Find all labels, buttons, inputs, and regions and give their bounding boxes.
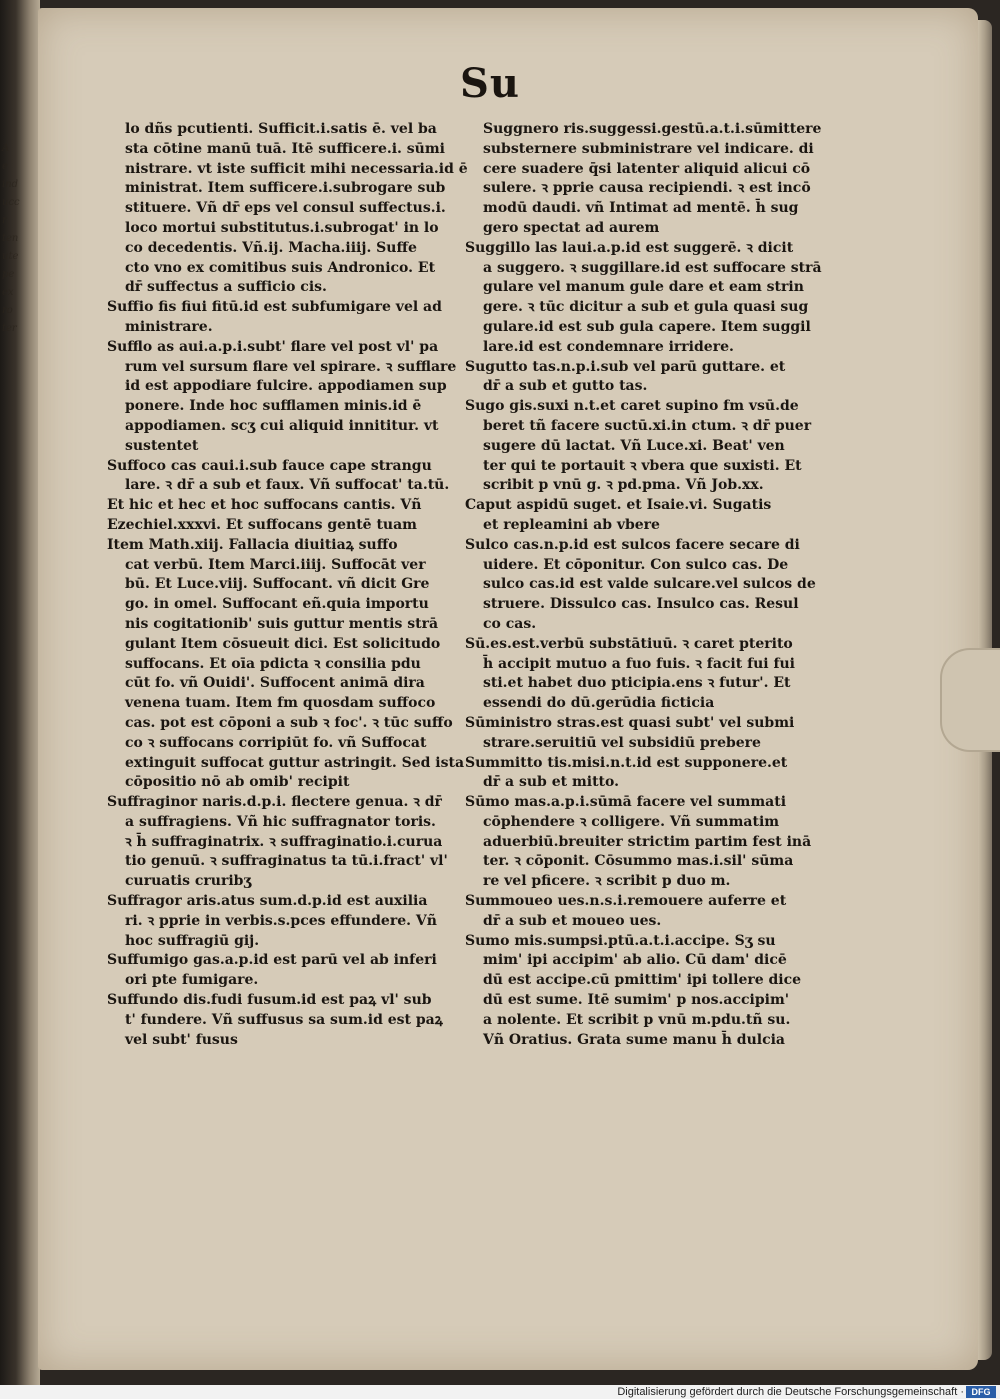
text-line: Suffio fis fiui fitū.id est subfumigare vel ad: [107, 299, 442, 316]
text-line: Sumo mis.sumpsi.ptū.a.t.i.accipe. Sʒ su: [465, 932, 776, 949]
page-header: Su: [460, 60, 520, 107]
text-line: stituere. Vñ dr̄ eps vel consul suffectus.i.: [125, 200, 446, 217]
text-line: Sūmo mas.a.p.i.sūmā facere vel summati: [465, 794, 787, 811]
text-line: dr̄ suffectus a sufficio cis.: [125, 279, 327, 296]
text-line: ter qui te portauit ꝛ vbera que suxisti. Et: [483, 457, 802, 474]
text-line: appodiamen. scʒ cui aliquid innititur. vt: [125, 417, 439, 434]
text-line: gere. ꝛ tūc dicitur a sub et gula quasi sug: [483, 299, 809, 316]
text-line: sulco cas.id est valde sulcare.vel sulcos de: [483, 576, 816, 593]
text-line: venena tuam. Item fm quosdam suffoco: [125, 695, 436, 712]
margin-note: ind: [2, 179, 19, 190]
text-line: Suffoco cas caui.i.sub fauce cape strangu: [107, 457, 432, 474]
text-line: Suffumigo gas.a.p.id est parū vel ab inferi: [107, 952, 437, 969]
text-line: Ezechiel.xxxvi. Et suffocans gentē tuam: [107, 516, 417, 533]
text-line: ori pte fumigare.: [125, 972, 259, 989]
text-line: ter. ꝛ cōponit. Cōsummo mas.i.sil' sūma: [483, 853, 794, 870]
text-line: Summitto tis.misi.n.t.id est supponere.et: [465, 754, 788, 771]
text-line: cōphendere ꝛ colligere. Vñ summatim: [483, 813, 780, 830]
text-line: Suffundo dis.fudi fusum.id est paꝝ vl' sub: [107, 992, 432, 1009]
text-line: lare. ꝛ dr̄ a sub et faux. Vñ suffocat' ta.tū.: [125, 477, 450, 494]
text-line: co cas.: [483, 615, 537, 632]
text-line: beret tñ facere suctū.xi.in ctum. ꝛ dr̄ puer: [483, 417, 812, 434]
text-line: lo dñs pcutienti. Sufficit.i.satis ē. vel ba: [125, 121, 437, 137]
text-line: nistrare. vt iste sufficit mihi necessaria.id ē: [125, 160, 468, 177]
text-line: ministrare.: [125, 318, 213, 335]
text-line: mim' ipi accipim' ab alio. Cū dam' dicē: [483, 952, 787, 969]
text-line: strare.seruitiū vel subsidiū prebere: [483, 734, 761, 751]
digitization-footer: [0, 1385, 1000, 1399]
text-line: a suffragiens. Vñ hic suffragnator toris.: [125, 813, 436, 830]
text-line: essendi do dū.gerūdia ficticia: [483, 695, 715, 712]
margin-notes: [2, 140, 32, 338]
margin-note: pe: [2, 269, 15, 280]
text-line: dr̄ a sub et gutto tas.: [483, 378, 648, 395]
text-line: dr̄ a sub et mitto.: [483, 774, 619, 791]
text-line: gulare.id est sub gula capere. Item suggil: [483, 318, 811, 335]
margin-note: ro: [2, 305, 13, 316]
text-line: ri. ꝛ pprie in verbis.s.pces effundere. Vñ: [125, 912, 437, 929]
text-line: ꝛ h̄ suffraginatrix. ꝛ suffraginatio.i.curua: [125, 833, 443, 850]
text-line: id est appodiare fulcire. appodiamen sup: [125, 378, 447, 395]
text-line: scribit p vnū g. ꝛ pd.pma. Vñ Job.xx.: [483, 477, 764, 494]
text-line: h̄ accipit mutuo a fuo fuis. ꝛ facit fui fui: [483, 655, 795, 672]
text-line: rum vel sursum flare vel spirare. ꝛ sufflare: [125, 358, 457, 375]
margin-note: ucc: [2, 197, 20, 208]
text-line: Suggillo las laui.a.p.id est suggerē. ꝛ dicit: [465, 239, 794, 256]
text-line: loco mortui substitutus.i.subrogat' in lo: [125, 219, 439, 236]
text-line: Item Math.xiij. Fallacia diuitiaꝝ suffo: [107, 536, 398, 553]
text-line: Sugutto tas.n.p.i.sub vel parū guttare. et: [465, 358, 786, 375]
text-line: Et hic et hec et hoc suffocans cantis. Vñ: [107, 497, 422, 514]
text-line: Suffraginor naris.d.p.i. flectere genua. ꝛ dr̄: [107, 794, 442, 811]
text-line: et repleamini ab vbere: [483, 516, 660, 533]
text-line: sta cōtine manū tuā. Itē sufficere.i. sūmi: [125, 140, 445, 157]
text-line: Summoueo ues.n.s.i.remouere auferre et: [465, 893, 787, 910]
text-line: hoc suffragiū gij.: [125, 932, 260, 949]
text-line: Suggnero ris.suggessi.gestū.a.t.i.sūmittere: [483, 121, 822, 137]
text-line: gulare vel manum gule dare et eam strin: [483, 279, 804, 296]
page-clip: [940, 648, 1000, 752]
text-line: cūt fo. vñ Ouidi'. Suffocent animā dira: [125, 675, 425, 692]
text-line: Caput aspidū suget. et Isaie.vi. Sugatis: [465, 497, 772, 514]
margin-note: ten: [2, 233, 19, 244]
text-line: tio genuū. ꝛ suffraginatus ta tū.i.fract' vl': [125, 853, 448, 870]
text-line: suffocans. Et oīa pdicta ꝛ consilia pdu: [125, 655, 421, 672]
text-line: curuatis cruribʒ: [125, 873, 252, 890]
text-line: ponere. Inde hoc sufflamen minis.id ē: [125, 398, 422, 415]
text-line: lare.id est condemnare irridere.: [483, 338, 734, 355]
text-line: aduerbiū.breuiter strictim partim fest inā: [483, 833, 812, 850]
right-text-column: [465, 120, 820, 1050]
text-line: Vñ Oratius. Grata sume manu h̄ dulcia: [483, 1031, 785, 1048]
text-line: t' fundere. Vñ suffusus sa sum.id est paꝝ: [125, 1011, 443, 1028]
text-line: Sūministro stras.est quasi subt' vel submi: [465, 714, 795, 731]
text-line: dū est sume. Itē sumim' p nos.accipim': [483, 992, 790, 1009]
text-line: a nolente. Et scribit p vnū m.pdu.tñ su.: [483, 1011, 791, 1028]
margin-note: ute: [2, 251, 19, 262]
text-line: re vel pficere. ꝛ scribit p duo m.: [483, 873, 731, 890]
text-line: dr̄ a sub et moueo ues.: [483, 912, 662, 929]
text-line: Sufflo as aui.a.p.i.subt' flare vel post vl' pa: [107, 338, 439, 355]
text-line: go. in omel. Suffocant eñ.quia importu: [125, 596, 429, 613]
text-line: vel subt' fusus: [125, 1031, 238, 1048]
dfg-logo: DFG: [966, 1386, 996, 1398]
text-line: co decedentis. Vñ.ij. Macha.iiij. Suffe: [125, 239, 417, 256]
text-line: struere. Dissulco cas. Insulco cas. Resul: [483, 596, 799, 613]
text-line: a suggero. ꝛ suggillare.id est suffocare strā: [483, 259, 822, 276]
text-line: Sugo gis.suxi n.t.et caret supino fm vsū.de: [465, 398, 799, 415]
text-line: cere suadere q̄si latenter aliquid alicui cō: [483, 160, 811, 177]
footer-credit: Digitalisierung gefördert durch die Deutsche Forschungsgemeinschaft ·: [617, 1386, 964, 1398]
text-line: extinguit suffocat guttur astringit. Sed ista: [125, 754, 465, 771]
text-line: gulant Item cōsueuit dici. Est solicitudo: [125, 635, 441, 652]
text-line: bū. Et Luce.viij. Suffocant. vñ dicit Gre: [125, 576, 430, 593]
text-line: sugere dū lactat. Vñ Luce.xi. Beat' ven: [483, 437, 785, 454]
text-line: sustentet: [125, 437, 199, 454]
text-line: Sū.es.est.verbū substātiuū. ꝛ caret pterito: [465, 635, 793, 652]
text-line: modū daudi. vñ Intimat ad mentē. h̄ sug: [483, 200, 799, 217]
text-line: cat verbū. Item Marci.iiij. Suffocāt ver: [125, 556, 426, 573]
text-line: sti.et habet duo pticipia.ens ꝛ futur'. Et: [483, 675, 791, 692]
text-line: Suffragor aris.atus sum.d.p.id est auxilia: [107, 893, 428, 910]
text-line: nis cogitationib' suis guttur mentis strā: [125, 615, 439, 632]
margin-note: ter: [2, 323, 17, 334]
text-line: co ꝛ suffocans corripiūt fo. vñ Suffocat: [125, 734, 427, 751]
text-line: ministrat. Item sufficere.i.subrogare sub: [125, 180, 446, 197]
text-line: uidere. Et cōponitur. Con sulco cas. De: [483, 556, 789, 573]
text-line: cto vno ex comitibus suis Andronico. Et: [125, 259, 436, 276]
text-line: cas. pot est cōponi a sub ꝛ foc'. ꝛ tūc suffo: [125, 714, 453, 731]
text-line: gero spectat ad aurem: [483, 219, 660, 236]
margin-note: r: [2, 215, 7, 226]
text-line: Sulco cas.n.p.id est sulcos facere secare di: [465, 536, 800, 553]
margin-note: e: [2, 161, 8, 172]
text-line: cōpositio nō ab omib' recipit: [125, 774, 350, 791]
text-line: sulere. ꝛ pprie causa recipiendi. ꝛ est incō: [483, 180, 811, 197]
margin-note: A: [2, 143, 10, 154]
text-line: dū est accipe.cū pmittim' ipi tollere dice: [483, 972, 802, 989]
text-line: substernere subministrare vel indicare. di: [483, 140, 814, 157]
left-text-column: [107, 120, 467, 1050]
margin-note: ex: [2, 287, 14, 298]
